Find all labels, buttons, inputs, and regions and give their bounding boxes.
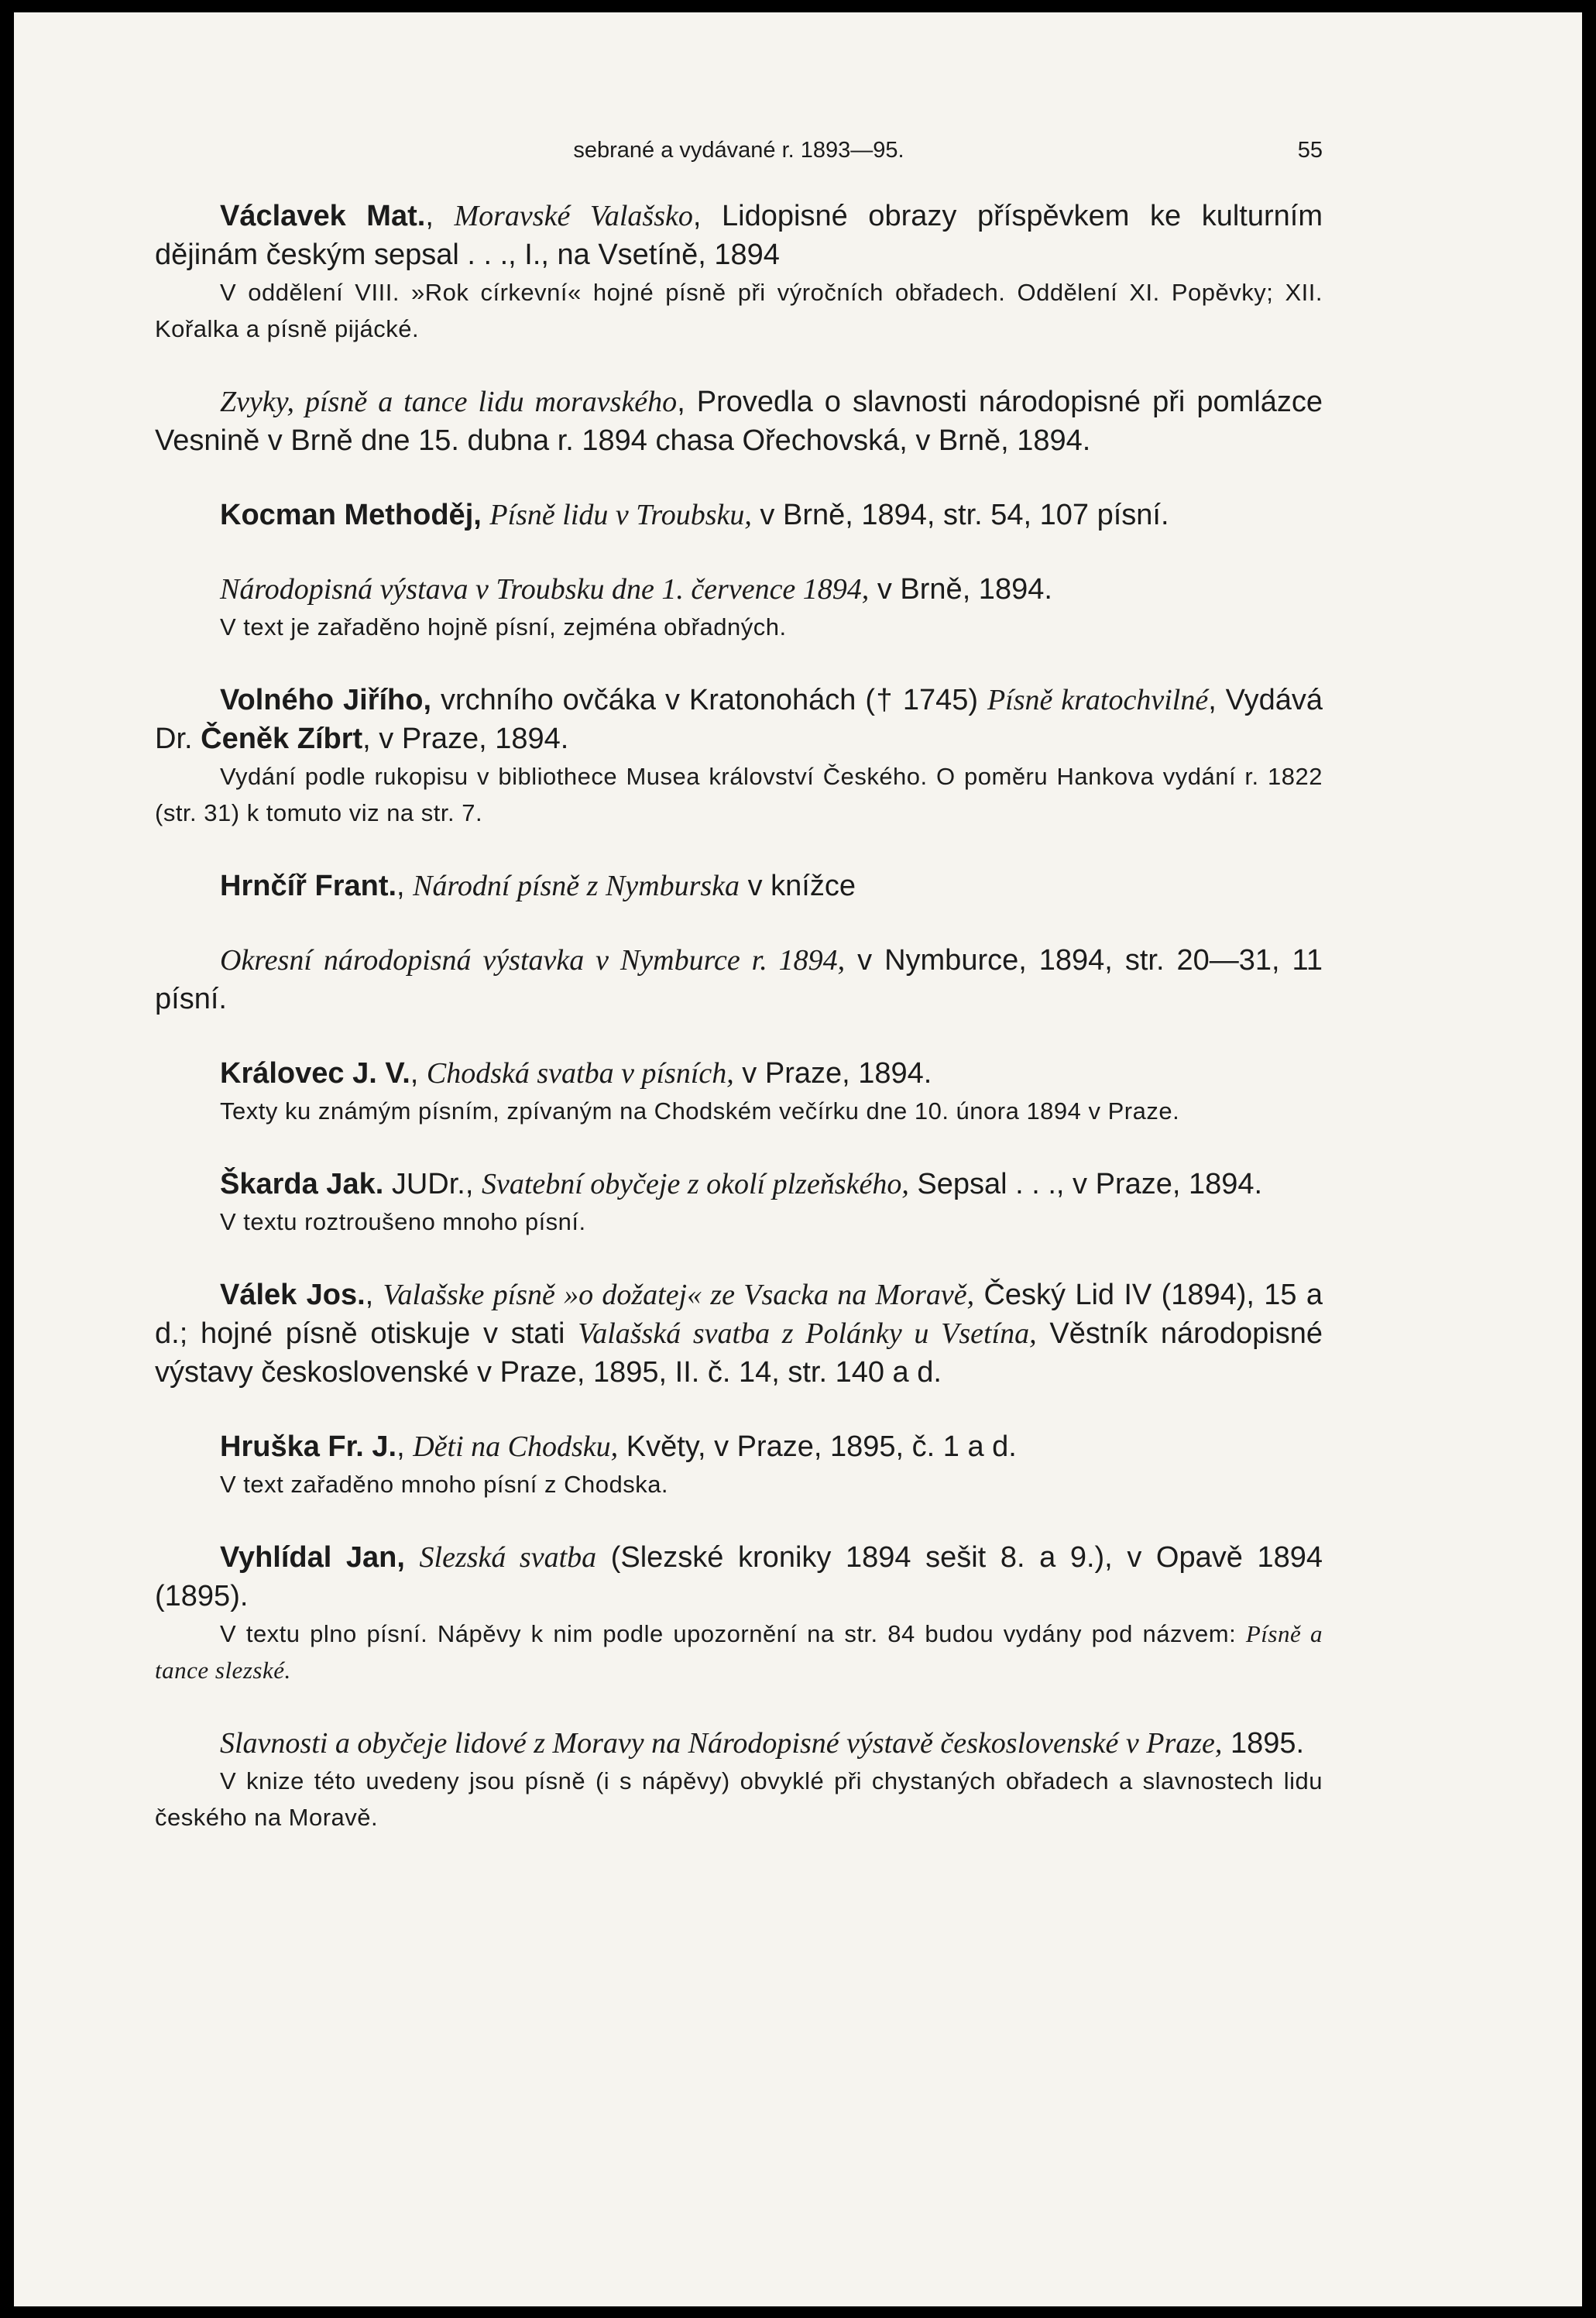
entry-note: V text je zařaděno hojně písní, zejména obřadných. (220, 613, 787, 640)
entry-citation: Hrnčíř Frant., Národní písně z Nymburska v knížce (220, 870, 856, 902)
entry-citation: Válek Jos., Valašske písně »o dožatej« ze Vsacka na Moravě, Český Lid IV (1894), 15 a d.; hojné písně otiskuje v stati Valašská svatba z Polánky u Vsetína, Věstník národopisné výstavy československé v Praze, 1895, II. č. 14, str. 140 a d. (155, 1279, 1323, 1389)
entry-title: Okresní národopisná výstavka v Nymburce r. 1894, (220, 944, 846, 977)
bibliography-entry (155, 197, 1323, 347)
entry-publication: Květy, v Praze, 1895, č. 1 a d. (618, 1430, 1017, 1463)
bibliography-entry (155, 1165, 1323, 1240)
entry-editor: Čeněk Zíbrt (201, 723, 363, 755)
entry-publication: Věstník národopisné výstavy československé v Praze, 1895, II. č. 14, str. 140 a d. (155, 1317, 1323, 1389)
bibliography-entry (155, 1724, 1323, 1836)
entry-note: Vydání podle rukopisu v bibliothece Musea království Českého. O poměru Hankova vydání r. 1822 (str. 31) k tomuto viz na str. 7. (155, 763, 1323, 826)
entry-title: Valašske písně »o dožatej« ze Vsacka na Moravě, (383, 1279, 975, 1311)
entry-author: Vyhlídal Jan, (220, 1541, 405, 1574)
bibliography-entry (155, 570, 1323, 645)
entry-note: V oddělení VIII. »Rok církevní« hojné písně při výročních obřadech. Oddělení XI. Popěvky; XII. Kořalka a písně pijácké. (155, 279, 1323, 342)
entry-author: Válek Jos. (220, 1279, 366, 1311)
bibliography-entry (155, 681, 1323, 831)
entry-note-text: V textu plno písní. Nápěvy k nim podle upozornění na str. 84 budou vydány pod názvem: (220, 1620, 1246, 1647)
entry-publication: , v Praze, 1894. (362, 723, 569, 755)
entry-author: Hruška Fr. J. (220, 1430, 397, 1463)
entry-note: V textu roztroušeno mnoho písní. (220, 1208, 586, 1235)
entry-publication: v Praze, 1894. (733, 1057, 932, 1090)
entry-title: Národopisná výstava v Troubsku dne 1. července 1894, (220, 573, 870, 606)
entry-publication: , Lidopisné obrazy příspěvkem ke kulturním dějinám českým sepsal . . ., I., na Vsetíně, 1894 (155, 200, 1323, 271)
entry-title: Chodská svatba v písních, (426, 1057, 734, 1090)
entry-title: Moravské Valašsko (454, 200, 693, 232)
bibliography-entry (155, 1427, 1323, 1502)
entry-title-secondary: Valašská svatba z Polánky u Vsetína, (578, 1317, 1037, 1350)
entry-description: JUDr., (383, 1168, 482, 1200)
running-title: sebrané a vydávané r. 1893—95. (573, 138, 904, 163)
entry-note: V knize této uvedeny jsou písně (i s nápěvy) obvyklé při chystaných obřadech a slavnostech lidu českého na Moravě. (155, 1767, 1323, 1831)
entry-publication: v knížce (740, 870, 856, 902)
entry-citation (155, 1724, 1323, 1763)
entry-citation (155, 681, 1323, 758)
bibliography-entry (155, 941, 1323, 1018)
entry-citation (155, 383, 1323, 460)
bibliography-entry (155, 1538, 1323, 1688)
entry-note (155, 1616, 1323, 1688)
entry-citation (155, 1538, 1323, 1616)
entry-publication: , Provedla o slavnosti národopisné při pomlázce Vesnině v Brně dne 15. dubna r. 1894 chasa Ořechovská, v Brně, 1894. (155, 386, 1323, 457)
entry-title: Slezská svatba (419, 1541, 597, 1574)
bibliography-entry (155, 867, 1323, 905)
entry-title: Písně kratochvilné (987, 684, 1209, 716)
entry-publication: Sepsal . . ., v Praze, 1894. (908, 1168, 1263, 1200)
book-page (14, 12, 1582, 2306)
entry-description: Český Lid IV (1894), 15 a d.; hojné písně otiskuje v stati (155, 1279, 1323, 1350)
entry-author: Volného Jiřího, (220, 684, 432, 716)
entry-author: Královec J. V. (220, 1057, 410, 1090)
entry-author: Kocman Methoděj, (220, 499, 482, 531)
running-header (155, 129, 1323, 175)
entry-citation: Hruška Fr. J., Děti na Chodsku, Květy, v Praze, 1895, č. 1 a d. (220, 1430, 1017, 1463)
entry-publication: (Slezské kroniky 1894 sešit 8. a 9.), v Opavě 1894 (1895). (155, 1541, 1323, 1612)
entry-title: Písně lidu v Troubsku, (489, 499, 752, 531)
entry-title: Slavnosti a obyčeje lidové z Moravy na Národopisné výstavě československé v Praze, (220, 1727, 1223, 1760)
entry-citation (155, 496, 1323, 534)
entry-citation (155, 570, 1323, 609)
bibliography-entry (155, 496, 1323, 534)
page-number: 55 (1297, 138, 1323, 163)
entry-title: Národní písně z Nymburska (413, 870, 740, 902)
entry-author: Škarda Jak. (220, 1168, 384, 1200)
entry-title: Zvyky, písně a tance lidu moravského (220, 386, 678, 418)
entry-note-title: Písně a tance slezské. (155, 1620, 1323, 1684)
entry-citation: Královec J. V., Chodská svatba v písních, v Praze, 1894. (220, 1057, 932, 1090)
entry-publication: 1895. (1222, 1727, 1305, 1760)
entry-note: V text zařaděno mnoho písní z Chodska. (220, 1471, 669, 1498)
bibliography-entry (155, 1054, 1323, 1129)
text-block (155, 129, 1323, 1836)
entry-publication: v Nymburce, 1894, str. 20—31, 11 písní. (155, 944, 1323, 1015)
entry-citation (155, 941, 1323, 1018)
entry-note: Texty ku známým písním, zpívaným na Chodském večírku dne 10. února 1894 v Praze. (220, 1097, 1180, 1125)
entry-author: Václavek Mat. (220, 200, 426, 232)
bibliography-entry (155, 383, 1323, 460)
entry-publication: v Brně, 1894. (869, 573, 1052, 606)
entry-author: Hrnčíř Frant. (220, 870, 397, 902)
entry-citation (155, 1165, 1323, 1204)
entry-description: vrchního ovčáka v Kratonohách († 1745) (431, 684, 987, 716)
entry-title: Děti na Chodsku, (413, 1430, 619, 1463)
entry-editor-prefix: , Vydává Dr. (155, 684, 1323, 755)
entry-title: Svatební obyčeje z okolí plzeňského, (481, 1168, 909, 1200)
entry-citation: Václavek Mat., Moravské Valašsko, Lidopisné obrazy příspěvkem ke kulturním dějinám českým sepsal . . ., I., na Vsetíně, 1894 (155, 200, 1323, 271)
entry-publication: v Brně, 1894, str. 54, 107 písní. (751, 499, 1169, 531)
bibliography-entry (155, 1276, 1323, 1392)
